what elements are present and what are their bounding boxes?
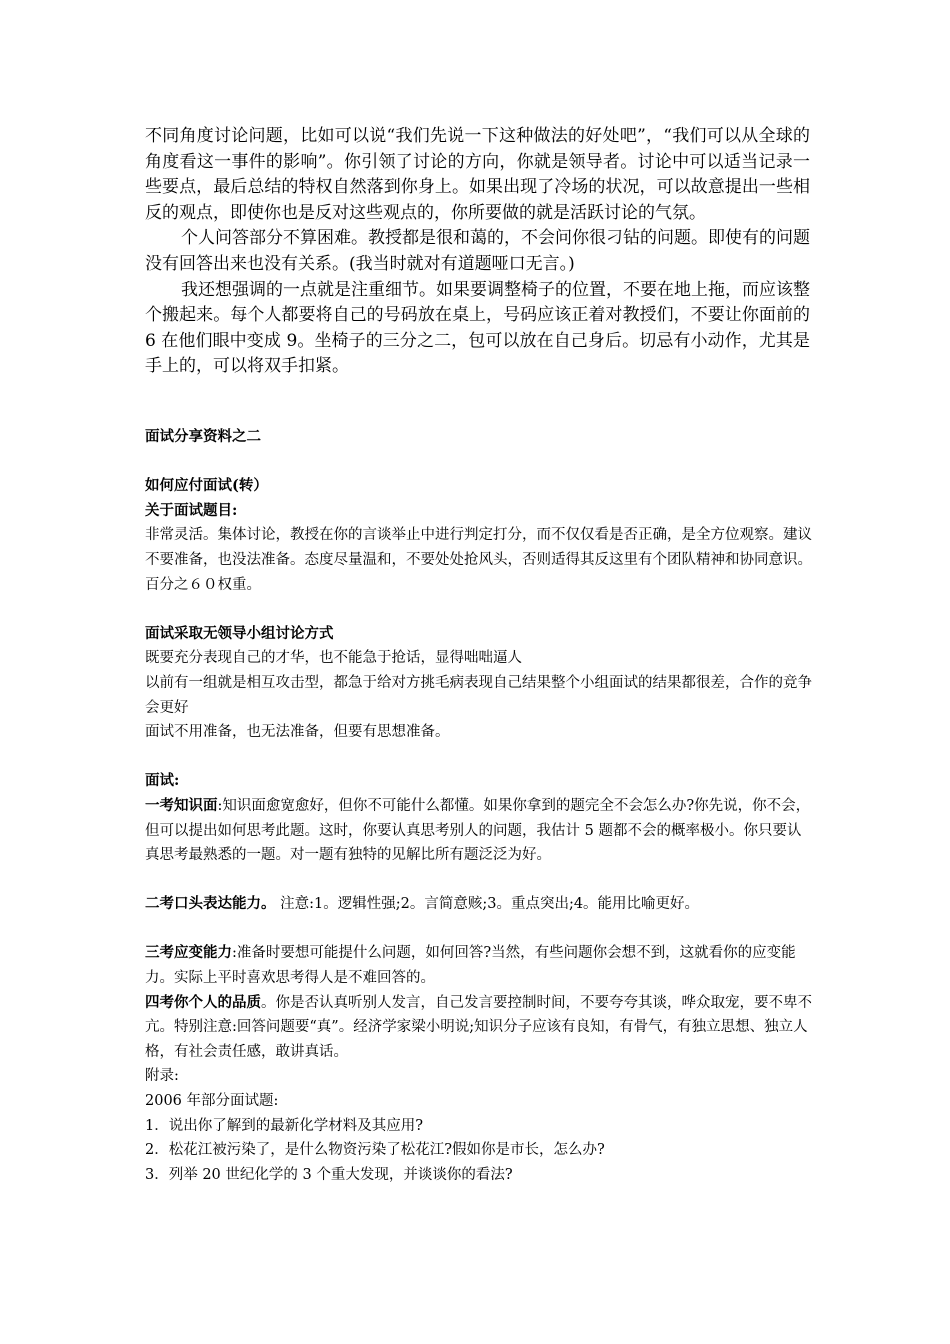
appendix-label: 附录: <box>145 1068 179 1085</box>
paragraph-details: 我还想强调的一点就是注重细节。如果要调整椅子的位置，不要在地上拖，而应该整个搬起来。每个人都要将自己的号码放在桌上，号码应该正着对教授们，不要让你面前的 6 在他们眼中变成 9。坐椅子的三分之二，包可以放在自己身后。切忌有小动作，尤其是手上的，可以将双手扣紧。 <box>145 279 810 377</box>
item-expression-text: 注意:1。逻辑性强;2。言简意赅;3。重点突出;4。能用比喻更好。 <box>275 896 700 913</box>
section-title: 面试分享资料之二 <box>145 428 261 445</box>
topics-heading: 关于面试题目: <box>145 501 238 519</box>
item-adaptability-text: :准备时要想可能提什么问题，如何回答?当然，有些问题你会想不到，这就看你的应变能力。实际上平时喜欢思考得人是不难回答的。 <box>145 945 796 987</box>
section-subtitle: 如何应付面试(转） <box>145 477 268 495</box>
item-adaptability <box>145 941 813 990</box>
item-knowledge-text: :知识面愈宽愈好，但你不可能什么都懂。如果你拿到的题完全不会怎么办?你先说，你不会，但可以提出如何思考此题。这时，你要认真思考别人的问题，我估计 5 题都不会的概率极小。你只要认真思考最熟悉的一题。对一题有独特的见解比所有题泛泛为好。 <box>145 797 811 864</box>
group-line: 面试不用准备，也无法准备，但要有思想准备。 <box>145 724 450 741</box>
spacer <box>145 745 813 770</box>
item-adaptability-label: 三考应变能力 <box>145 944 232 962</box>
spacer <box>145 597 813 622</box>
topics-text: 非常灵活。集体讨论，教授在你的言谈举止中进行判定打分，而不仅仅看是否正确，是全方位观察。建议不要准备，也没法准备。态度尽量温和，不要处处抢风头，否则适得其反这里有个团队精神和协同意识。百分之６０权重。 <box>145 527 812 593</box>
item-expression-label: 二考口头表达能力。 <box>145 895 276 913</box>
paragraph-individual-qa: 个人问答部分不算困难。教授都是很和蔼的，不会问你很刁钻的问题。即使有的问题没有回答出来也没有关系。(我当时就对有道题哑口无言。) <box>145 228 810 274</box>
year-label: 2006 年部分面试题: <box>145 1093 279 1110</box>
group-line: 既要充分表现自己的才华，也不能急于抢话，显得咄咄逼人 <box>145 650 522 667</box>
spacer <box>145 450 813 475</box>
paragraph-discussion-tips: 不同角度讨论问题，比如可以说“我们先说一下这种做法的好处吧”，“我们可以从全球的角度看这一事件的影响”。你引领了讨论的方向，你就是领导者。讨论中可以适当记录一些要点，最后总结的特权自然落到你身上。如果出现了冷场的状况，可以故意提出一些相反的观点，即使你也是反对这些观点的，你所要做的就是活跃讨论的气氛。 <box>145 126 810 223</box>
item-character <box>145 991 813 1065</box>
spacer <box>145 917 813 942</box>
question-item: 3．列举 20 世纪化学的 3 个重大发现，并谈谈你的看法? <box>145 1166 513 1183</box>
question-item: 1．说出你了解到的最新化学材料及其应用? <box>145 1117 423 1134</box>
spacer <box>145 868 813 893</box>
question-item: 2．松花江被污染了，是什么物资污染了松花江?假如你是市长，怎么办? <box>145 1142 605 1159</box>
interview-share-section <box>145 425 813 1187</box>
interview-heading: 面试: <box>145 772 180 790</box>
item-character-text: 。你是否认真听别人发言，自己发言要控制时间，不要夸夸其谈，哗众取宠，要不卑不亢。特别注意:回答问题要“真”。经济学家梁小明说;知识分子应该有良知，有骨气，有独立思想、独立人格，有社会责任感，敢讲真话。 <box>145 994 812 1060</box>
group-discussion-heading: 面试采取无领导小组讨论方式 <box>145 624 334 642</box>
continued-article <box>145 124 810 380</box>
item-knowledge <box>145 794 813 868</box>
group-line: 以前有一组就是相互攻击型，都急于给对方挑毛病表现自己结果整个小组面试的结果都很差，合作的竞争会更好 <box>145 674 812 716</box>
item-expression <box>145 892 813 917</box>
item-character-label: 四考你个人的品质 <box>145 993 261 1011</box>
item-knowledge-label: 一考知识面 <box>145 796 218 814</box>
